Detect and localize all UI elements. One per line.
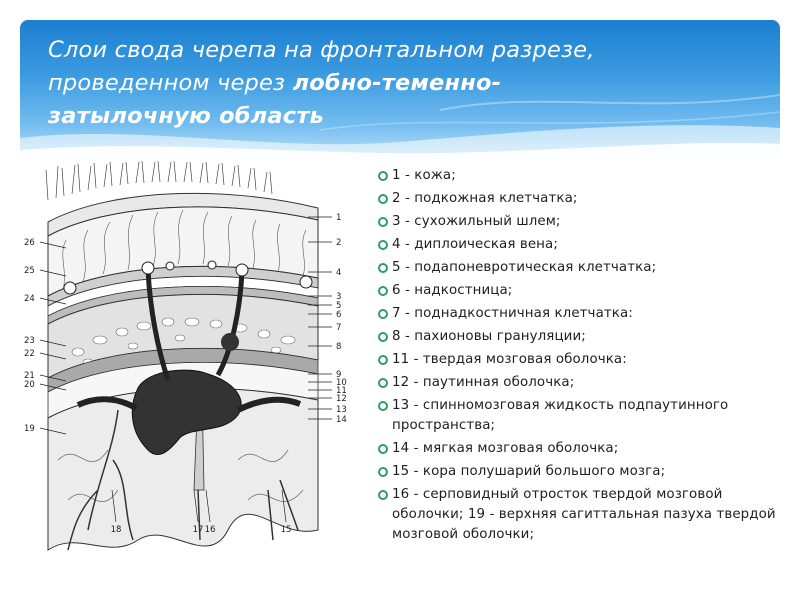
- bullet-icon: [378, 401, 388, 411]
- legend-item: [378, 327, 788, 347]
- legend-item-text: 3 - сухожильный шлем;: [392, 214, 561, 229]
- legend-item-text: 16 - серповидный отросток твердой мозговой оболочки; 19 - верхняя сагиттальная пазуха твердой мозговой оболочки;: [392, 487, 776, 542]
- right-label: 2: [336, 238, 342, 248]
- right-label: 12: [336, 394, 347, 404]
- right-label: 6: [336, 310, 342, 320]
- legend-item: [378, 439, 788, 459]
- right-label: 10: [336, 378, 347, 388]
- bullet-icon: [378, 355, 388, 365]
- legend-item-text: 2 - подкожная клетчатка;: [392, 191, 578, 206]
- left-label: 19: [24, 424, 35, 434]
- pachionian-granulation: [221, 333, 239, 351]
- right-label: 8: [336, 342, 342, 352]
- left-label: 23: [24, 336, 35, 346]
- left-label: 25: [24, 266, 35, 276]
- legend-item-text: 1 - кожа;: [392, 168, 456, 183]
- title-line-2-bold: лобно-теменно-: [292, 70, 502, 96]
- title-line-1: Слои свода черепа на фронтальном разрезе,: [48, 37, 595, 63]
- bullet-icon: [378, 263, 388, 273]
- left-label: 22: [24, 349, 35, 359]
- bottom-label: 15: [280, 525, 292, 535]
- left-label: 21: [24, 371, 35, 381]
- bottom-label: 16: [204, 525, 216, 535]
- legend-item: [378, 258, 788, 278]
- legend-item-text: 12 - паутинная оболочка;: [392, 375, 575, 390]
- bottom-label: 18: [110, 525, 122, 535]
- left-label: 26: [24, 238, 35, 248]
- title-line-3: [48, 100, 748, 133]
- legend-item: [378, 212, 788, 232]
- legend-item-text: 6 - надкостница;: [392, 283, 513, 298]
- legend-list: [378, 166, 788, 548]
- bullet-icon: [378, 332, 388, 342]
- slide-title: [48, 34, 748, 133]
- legend-item-text: 4 - диплоическая вена;: [392, 237, 558, 252]
- right-label: 11: [336, 386, 347, 396]
- title-banner: [20, 20, 780, 160]
- legend-item-text: 5 - подапоневротическая клетчатка;: [392, 260, 657, 275]
- legend-item-text: 8 - пахионовы грануляции;: [392, 329, 586, 344]
- right-label: 13: [336, 405, 347, 415]
- legend-item-text: 15 - кора полушарий большого мозга;: [392, 464, 666, 479]
- bullet-icon: [378, 467, 388, 477]
- legend-item: [378, 235, 788, 255]
- legend-item: [378, 396, 788, 436]
- bullet-icon: [378, 217, 388, 227]
- legend-item: [378, 304, 788, 324]
- title-line-2: [48, 67, 748, 100]
- title-line-2-plain: проведенном через: [48, 70, 293, 96]
- skull-section-figure: [18, 160, 358, 585]
- legend-item: [378, 166, 788, 186]
- left-label: 20: [24, 380, 35, 390]
- left-label: 24: [24, 294, 35, 304]
- skull-section-drawing: [18, 160, 358, 585]
- bullet-icon: [378, 171, 388, 181]
- bullet-icon: [378, 378, 388, 388]
- right-label: 9: [336, 370, 342, 380]
- legend-item: [378, 281, 788, 301]
- legend-item: [378, 189, 788, 209]
- right-label: 14: [336, 415, 347, 425]
- legend-item: [378, 373, 788, 393]
- bullet-icon: [378, 194, 388, 204]
- legend-item-text: 14 - мягкая мозговая оболочка;: [392, 441, 619, 456]
- bottom-label: 17: [192, 525, 204, 535]
- bullet-icon: [378, 444, 388, 454]
- legend-item-text: 13 - спинномозговая жидкость подпаутинного пространства;: [392, 398, 729, 433]
- bullet-icon: [378, 309, 388, 319]
- right-label: 7: [336, 323, 342, 333]
- right-label: 3: [336, 292, 342, 302]
- right-label: 4: [336, 268, 342, 278]
- title-line-3-bold: затылочную область: [48, 103, 324, 129]
- legend-item-text: 7 - поднадкостничная клетчатка:: [392, 306, 633, 321]
- legend-item: [378, 350, 788, 370]
- legend-item: [378, 462, 788, 482]
- legend-item-text: 11 - твердая мозговая оболочка:: [392, 352, 627, 367]
- right-label: 5: [336, 301, 342, 311]
- bullet-icon: [378, 286, 388, 296]
- bullet-icon: [378, 240, 388, 250]
- legend-item: [378, 485, 788, 545]
- bullet-icon: [378, 490, 388, 500]
- right-label: 1: [336, 213, 342, 223]
